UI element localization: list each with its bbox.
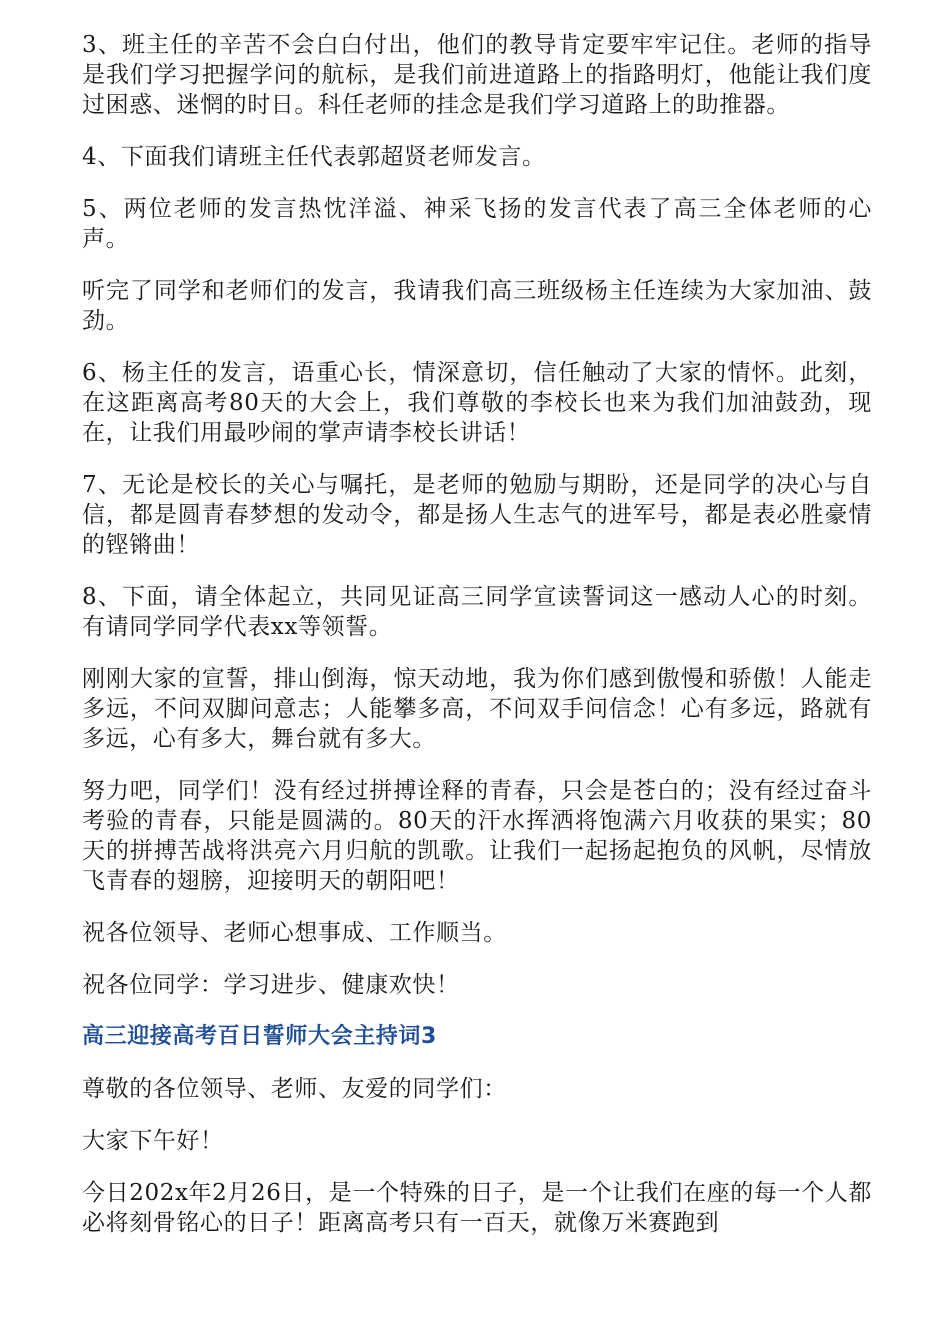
paragraph-greeting: 尊敬的各位领导、老师、友爱的同学们： bbox=[82, 1076, 507, 1102]
paragraph-wish-leaders: 祝各位领导、老师心想事成、工作顺当。 bbox=[82, 920, 507, 946]
paragraph-8: 8、下面，请全体起立，共同见证高三同学宣读誓词这一感动人心的时刻。有请同学同学代表xx等领誓。 bbox=[82, 584, 872, 640]
paragraph-today: 今日202x年2月26日，是一个特殊的日子，是一个让我们在座的每一个人都必将刻骨铭心的日子！距离高考只有一百天，就像万米赛跑到 bbox=[82, 1180, 872, 1236]
paragraph-6: 6、杨主任的发言，语重心长，情深意切，信任触动了大家的情怀。此刻，在这距离高考80天的大会上，我们尊敬的李校长也来为我们加油鼓劲，现在，让我们用最吵闹的掌声请李校长讲话！ bbox=[82, 360, 872, 446]
paragraph-good-afternoon: 大家下午好！ bbox=[82, 1128, 224, 1154]
paragraph-7: 7、无论是校长的关心与嘱托，是老师的勉励与期盼，还是同学的决心与自信，都是圆青春梦想的发动令，都是扬人生志气的进军号，都是表必胜豪情的铿锵曲！ bbox=[82, 472, 872, 558]
paragraph-encouragement: 努力吧，同学们！没有经过拼搏诠释的青春，只会是苍白的；没有经过奋斗考验的青春，只能是圆满的。80天的汗水挥洒将饱满六月收获的果实；80天的拼搏苦战将洪亮六月归航的凯歌。让我们一起扬起抱负的风帆，尽情放飞青春的翅膀，迎接明天的朝阳吧！ bbox=[82, 778, 872, 894]
paragraph-3: 3、班主任的辛苦不会白白付出，他们的教导肯定要牢牢记住。老师的指导是我们学习把握学问的航标，是我们前进道路上的指路明灯，他能让我们度过困惑、迷惘的时日。科任老师的挂念是我们学习道路上的助推器。 bbox=[82, 32, 872, 118]
section-heading: 高三迎接高考百日誓师大会主持词3 bbox=[82, 1024, 437, 1049]
paragraph-4: 4、下面我们请班主任代表郭超贤老师发言。 bbox=[82, 144, 546, 170]
document-page bbox=[82, 30, 872, 1260]
paragraph-5: 5、两位老师的发言热忱洋溢、神采飞扬的发言代表了高三全体老师的心声。 bbox=[82, 196, 872, 252]
paragraph-director-intro: 听完了同学和老师们的发言，我请我们高三班级杨主任连续为大家加油、鼓劲。 bbox=[82, 278, 872, 334]
paragraph-wish-students: 祝各位同学：学习进步、健康欢快！ bbox=[82, 972, 460, 998]
paragraph-oath-response: 刚刚大家的宣誓，排山倒海，惊天动地，我为你们感到傲慢和骄傲！人能走多远，不问双脚问意志；人能攀多高，不问双手问信念！心有多远，路就有多远，心有多大，舞台就有多大。 bbox=[82, 666, 872, 752]
